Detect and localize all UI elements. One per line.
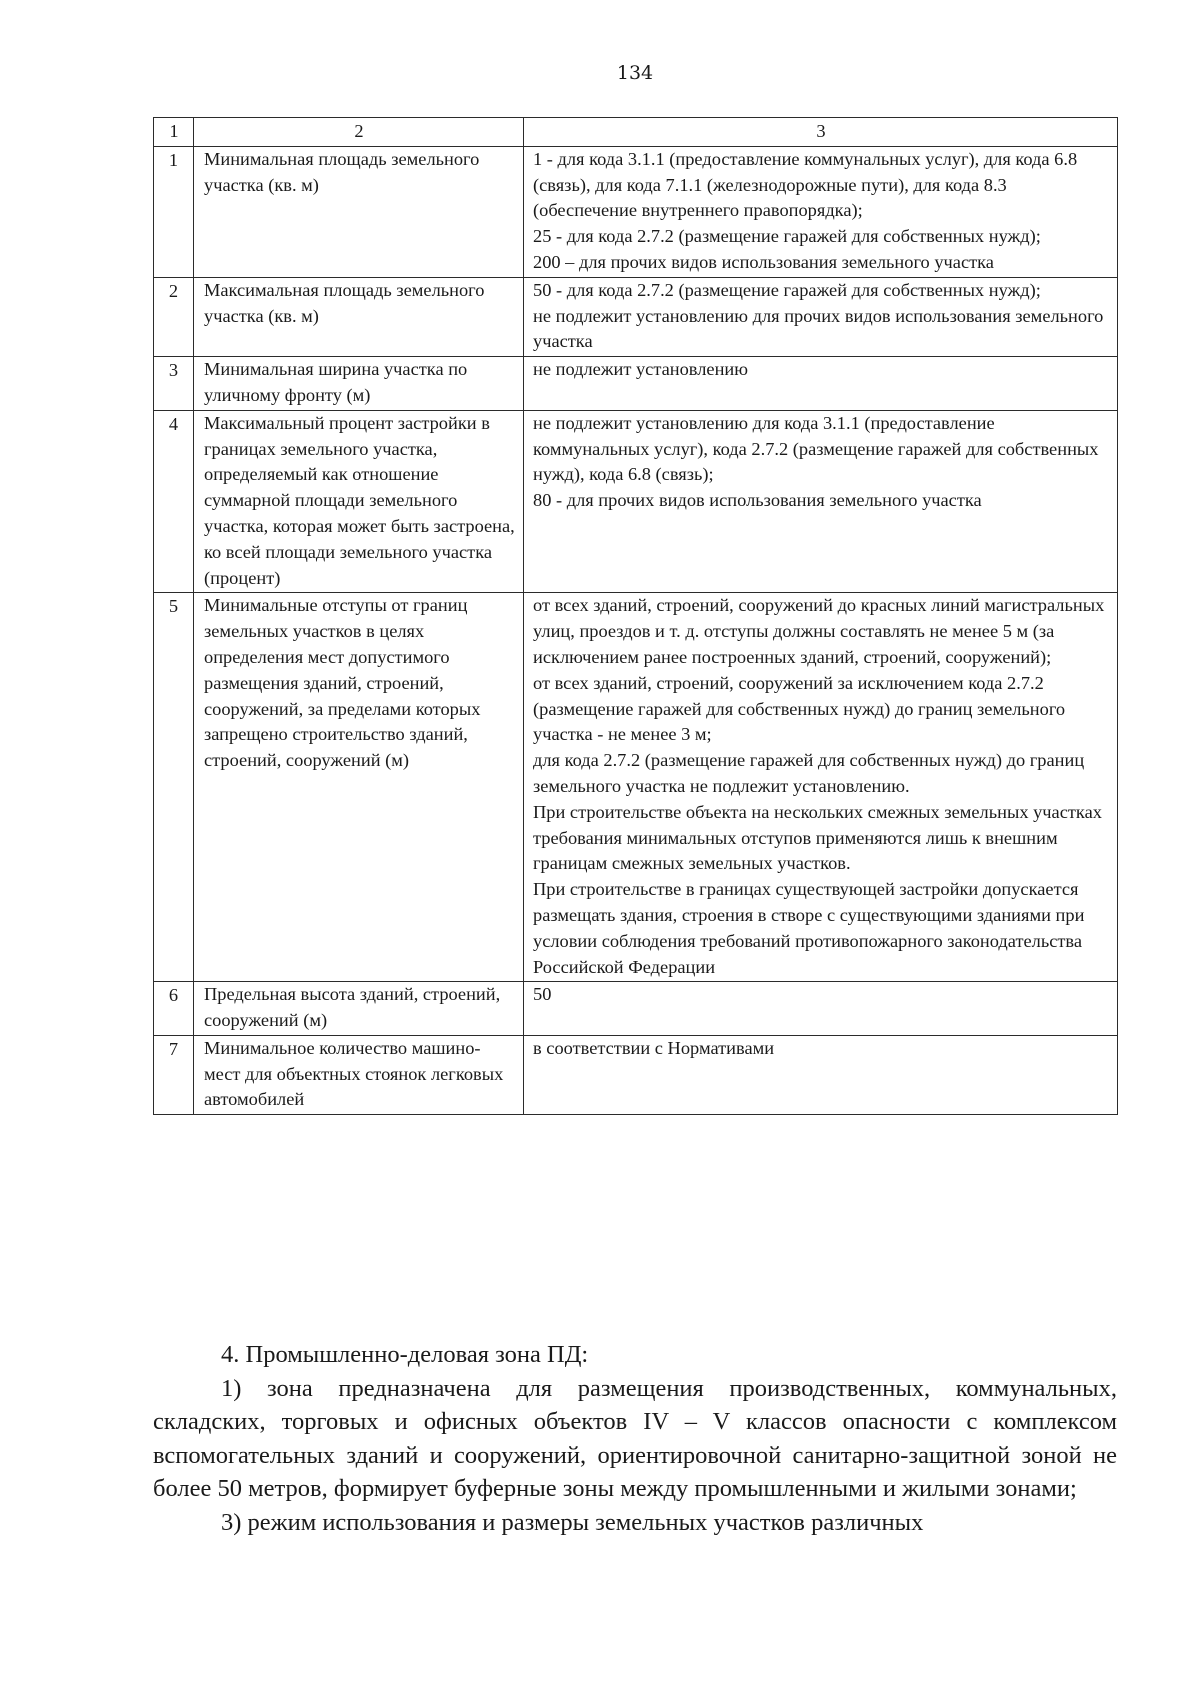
parameter-name: Минимальная площадь земельного участка (кв. м) (194, 146, 524, 277)
section-heading: 4. Промышленно-деловая зона ПД: (221, 1341, 589, 1368)
parameter-name: Предельная высота зданий, строений, сооружений (м) (194, 982, 524, 1036)
value-line: 80 - для прочих видов использования земельного участка (533, 490, 982, 511)
row-number: 4 (154, 410, 194, 593)
parameter-value (524, 146, 1118, 277)
value-line: не подлежит установлению (533, 359, 749, 380)
parameter-value (524, 1035, 1118, 1114)
value-line: При строительстве объекта на нескольких смежных земельных участках требования минимальных отступов применяются лишь к внешним границам смежных земельных участков. (533, 801, 1102, 874)
table-row (154, 593, 1118, 982)
parameter-value (524, 357, 1118, 411)
value-line: не подлежит установлению для прочих видов использования земельного участка (533, 305, 1104, 352)
parameter-name: Минимальная ширина участка по уличному фронту (м) (194, 357, 524, 411)
table-row (154, 1035, 1118, 1114)
value-line: для кода 2.7.2 (размещение гаражей для собственных нужд) до границ земельного участка не подлежит установлению. (533, 750, 1085, 796)
parameter-name: Минимальные отступы от границ земельных участков в целях определения мест допустимого размещения зданий, строений, сооружений, за пределами которых запрещено строительство зданий, строений, сооружений (м) (194, 593, 524, 982)
row-number: 7 (154, 1035, 194, 1114)
parameter-value (524, 982, 1118, 1036)
column-header: 3 (524, 118, 1118, 147)
body-text (153, 1338, 1117, 1540)
page-number: 134 (616, 62, 654, 84)
parameter-value (524, 593, 1118, 982)
row-number: 3 (154, 357, 194, 411)
value-line: в соответствии с Нормативами (533, 1037, 775, 1058)
row-number: 6 (154, 982, 194, 1036)
value-line: от всех зданий, строений, сооружений за исключением кода 2.7.2 (размещение гаражей для собственных нужд) до границ земельного участка - не менее 3 м; (533, 672, 1066, 745)
parameters-table (153, 117, 1118, 1115)
table-header-row (154, 118, 1118, 147)
parameter-value (524, 410, 1118, 593)
column-header: 1 (154, 118, 194, 147)
parameter-name: Минимальное количество машино-мест для объектных стоянок легковых автомобилей (194, 1035, 524, 1114)
table-row (154, 146, 1118, 277)
parameter-name: Максимальная площадь земельного участка (кв. м) (194, 277, 524, 356)
value-line: от всех зданий, строений, сооружений до красных линий магистральных улиц, проездов и т. д. отступы должны составлять не менее 5 м (за исключением ранее построенных зданий, строений, сооружений); (533, 595, 1105, 667)
value-line: 200 – для прочих видов использования земельного участка (533, 251, 994, 272)
body-paragraph: 3) режим использования и размеры земельных участков различных (221, 1508, 924, 1536)
table-row (154, 982, 1118, 1036)
value-line: При строительстве в границах существующей застройки допускается размещать здания, строения в створе с существующими зданиями при условии соблюдения требований противопожарного законодательства Российской Федерации (533, 879, 1085, 977)
table-row (154, 357, 1118, 411)
parameter-value (524, 277, 1118, 356)
value-line: 50 - для кода 2.7.2 (размещение гаражей для собственных нужд); (533, 279, 1041, 300)
row-number: 2 (154, 277, 194, 356)
column-header: 2 (194, 118, 524, 147)
table-row (154, 277, 1118, 356)
value-line: 25 - для кода 2.7.2 (размещение гаражей для собственных нужд); (533, 226, 1041, 247)
parameter-name: Максимальный процент застройки в границах земельного участка, определяемый как отношение суммарной площади земельного участка, которая может быть застроена, ко всей площади земельного участка (процент) (194, 410, 524, 593)
table-row (154, 410, 1118, 593)
row-number: 1 (154, 146, 194, 277)
row-number: 5 (154, 593, 194, 982)
value-line: не подлежит установлению для кода 3.1.1 (предоставление коммунальных услуг), кода 2.7.2 (размещение гаражей для собственных нужд), кода 6.8 (связь); (533, 412, 1099, 485)
body-paragraph: 1) зона предназначена для размещения производственных, коммунальных, складских, торговых и офисных объектов IV – V классов опасности с комплексом вспомогательных зданий и сооружений, ориентировочной санитарно-защитной зоной не более 50 метров, формирует буферные зоны между промышленными и жилыми зонами; (153, 1374, 1117, 1503)
value-line: 1 - для кода 3.1.1 (предоставление коммунальных услуг), для кода 6.8 (связь), для кода 7.1.1 (железнодорожные пути), для кода 8.3 (обеспечение внутреннего правопорядка); (533, 148, 1078, 221)
value-line: 50 (533, 984, 552, 1005)
